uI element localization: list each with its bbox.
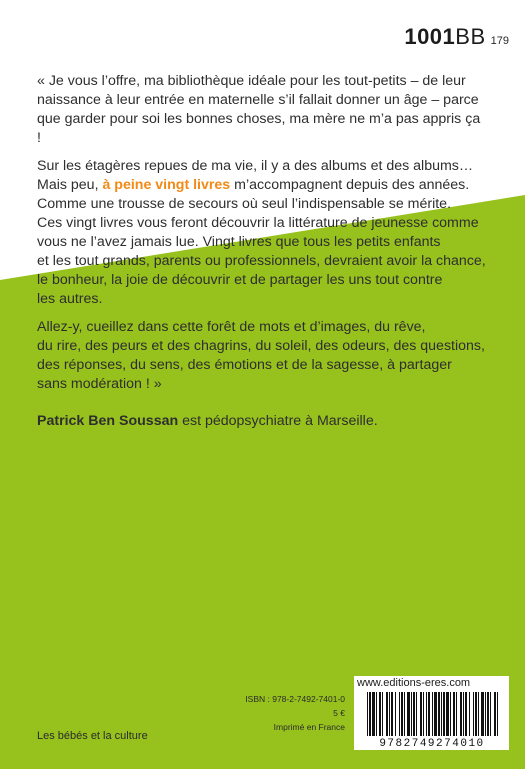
- barcode-bar: [443, 692, 445, 736]
- barcode-bar: [420, 692, 422, 736]
- barcode-bar: [441, 692, 442, 736]
- isbn-number: ISBN : 978-2-7492-7401-0: [245, 694, 345, 704]
- barcode-bar: [399, 692, 400, 736]
- barcode-bar: [456, 692, 457, 736]
- back-cover-text: [37, 72, 487, 440]
- barcode-bar: [473, 692, 474, 736]
- publisher-website: www.editions-eres.com: [357, 677, 471, 689]
- barcode-bar: [376, 692, 377, 736]
- barcode-bar: [369, 692, 371, 736]
- isbn-block: [237, 692, 345, 734]
- price: 5 €: [333, 708, 345, 718]
- barcode-bar: [463, 692, 464, 736]
- barcode-bar: [460, 692, 462, 736]
- barcode-bar: [382, 692, 383, 736]
- barcode-bar: [389, 692, 390, 736]
- barcode-bar: [426, 692, 427, 736]
- barcode-bar: [485, 692, 486, 736]
- barcode-bar: [450, 692, 451, 736]
- barcode-bar: [411, 692, 412, 736]
- barcode-digits: 9782749274010: [379, 738, 485, 747]
- barcode-bar: [475, 692, 477, 736]
- barcode-bar: [481, 692, 484, 736]
- barcode-bar: [494, 692, 496, 736]
- barcode-bar: [428, 692, 430, 736]
- barcode-bar: [446, 692, 449, 736]
- barcode-bar: [487, 692, 489, 736]
- barcode-bar: [372, 692, 375, 736]
- barcode-bar: [423, 692, 424, 736]
- highlight-twenty-books: à peine vingt livres: [102, 177, 231, 193]
- series-number: 179: [490, 35, 509, 47]
- paragraph-twenty-books: Sur les étagères repues de ma vie, il y a des albums et des albums… Mais peu, à peine vingt livres m’accompagnent depuis des années. Comme une trousse de secours où seul l’indispensable se mérite. Ces vingt livres vous feront découvrir la littérature de jeunesse comme vous ne l’avez jamais lue. Vingt livres que tous les petits enfants et les tout grands, parents ou professionnels, devraient avoir la chance, le bonheur, la joie de découvrir et de partager les uns tout contre les autres.: [37, 158, 486, 307]
- barcode-bar: [379, 692, 381, 736]
- barcode-bar: [395, 692, 396, 736]
- barcode-bar: [469, 692, 470, 736]
- barcode-bar: [453, 692, 455, 736]
- barcode-bar: [434, 692, 437, 736]
- paragraph-quote-intro: « Je vous l’offre, ma bibliothèque idéale pour les tout-petits – de leur naissance à leur entrée en maternelle s’il fallait donner un âge – parce que garder pour soi les bonnes choses, ma mère ne m’a pas appris ça !: [37, 73, 481, 146]
- barcode-bar: [413, 692, 415, 736]
- barcode-bar: [401, 692, 403, 736]
- author-bio: Patrick Ben Soussan est pédopsychiatre à Marseille.: [37, 413, 378, 429]
- barcode-bar: [490, 692, 491, 736]
- barcode-bar: [416, 692, 417, 736]
- printed-in: Imprimé en France: [273, 722, 345, 732]
- barcode-bar: [367, 692, 368, 736]
- series-logo-text: 1001BB: [404, 24, 486, 49]
- author-name: Patrick Ben Soussan: [37, 413, 179, 429]
- paragraph-invitation: Allez-y, cueillez dans cette forêt de mots et d’images, du rêve, du rire, des peurs et des chagrins, du soleil, des odeurs, des questions, des réponses, du sens, des émotions et de la sagesse, à partager sans modération ! »: [37, 319, 485, 392]
- barcode-bar: [478, 692, 479, 736]
- collection-name: Les bébés et la culture: [37, 730, 148, 742]
- barcode-bar: [432, 692, 433, 736]
- barcode-bar: [438, 692, 440, 736]
- barcode-bar: [386, 692, 388, 736]
- series-logo: [404, 24, 509, 50]
- barcode-bar: [407, 692, 410, 736]
- barcode-bar: [465, 692, 467, 736]
- barcode-bar: [391, 692, 393, 736]
- barcode-bar: [404, 692, 405, 736]
- barcode-bar: [497, 692, 498, 736]
- barcode: [357, 692, 507, 747]
